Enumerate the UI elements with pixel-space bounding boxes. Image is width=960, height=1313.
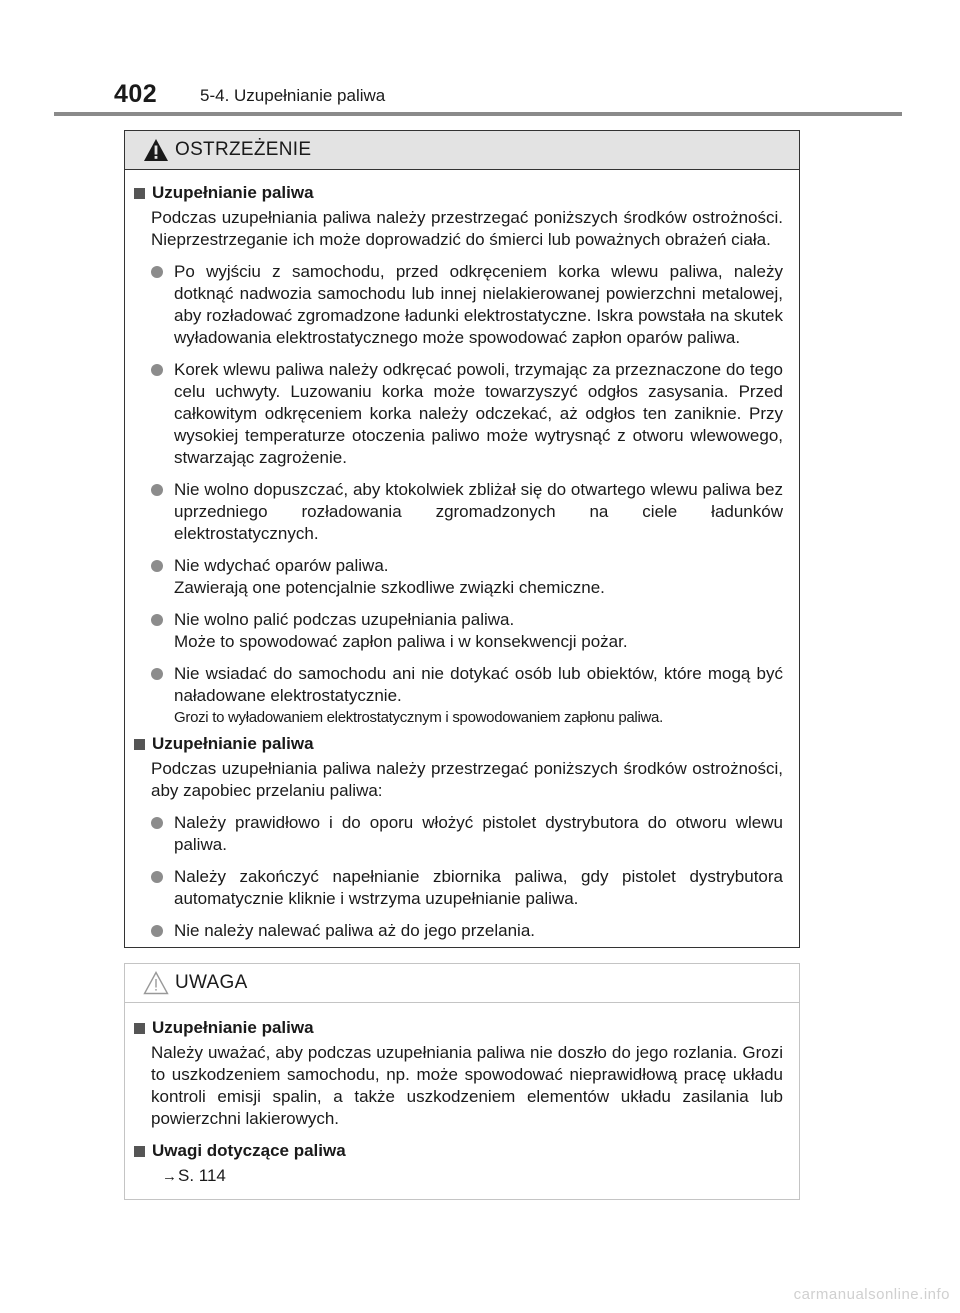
square-bullet-icon	[134, 1023, 145, 1034]
list-item: Po wyjściu z samochodu, przed odkręceniem korka wlewu paliwa, należy dotknąć nadwozia samochodu lub innej nielakierowanej powierzchni metalowej, aby rozładować zgromadzone ładunki elektrostatyczne. Iskra powstała na skutek wyładowania elektrostatycznego może spowodować zapłon oparów paliwa.	[151, 261, 783, 349]
list-item: Należy prawidłowo i do oporu włożyć pistolet dystrybutora do otworu wlewu paliwa.	[151, 812, 783, 856]
list-item: Należy zakończyć napełnianie zbiornika paliwa, gdy pistolet dystrybutora automatycznie kliknie i wstrzyma uzupełnianie paliwa.	[151, 866, 783, 910]
list-item: Nie należy nalewać paliwa aż do jego przelania.	[151, 920, 783, 942]
warning-body	[125, 170, 799, 942]
notice-box	[124, 963, 800, 1200]
circle-bullet-icon	[151, 871, 163, 883]
notice-box-header	[125, 964, 799, 1003]
page-reference[interactable]: →S. 114	[162, 1166, 226, 1185]
arrow-right-icon: →	[162, 1168, 177, 1185]
circle-bullet-icon	[151, 614, 163, 626]
list-item: Nie wolno dopuszczać, aby ktokolwiek zbliżał się do otwartego wlewu paliwa bez uprzedniego rozładowania zgromadzonych na ciele ładunków elektrostatycznych.	[151, 479, 783, 545]
warning-heading-2: Uzupełnianie paliwa	[134, 733, 783, 755]
list-item: Korek wlewu paliwa należy odkręcać powoli, trzymając za przeznaczone do tego celu uchwyty. Luzowaniu korka może towarzyszyć odgłos zasysania. Przed całkowitym odkręceniem korka należy odczekać, aż odgłos ten zaniknie. Przy wysokiej temperaturze otoczenia paliwo może wytrysnąć z otworu wlewowego, stwarzając zagrożenie.	[151, 359, 783, 469]
circle-bullet-icon	[151, 668, 163, 680]
square-bullet-icon	[134, 188, 145, 199]
page-number: 402	[114, 80, 158, 108]
notice-body	[125, 1003, 799, 1188]
header-divider	[54, 112, 902, 116]
circle-bullet-icon	[151, 364, 163, 376]
list-item: Nie wdychać oparów paliwa. Zawierają one potencjalnie szkodliwe związki chemiczne.	[151, 555, 783, 599]
watermark: carmanualsonline.info	[793, 1286, 950, 1303]
notice-title: UWAGA	[175, 972, 248, 993]
circle-bullet-icon	[151, 560, 163, 572]
square-bullet-icon	[134, 739, 145, 750]
notice-paragraph-1: Należy uważać, aby podczas uzupełniania paliwa nie doszło do jego rozlania. Grozi to uszkodzeniem samochodu, np. może spowodować nieprawidłową pracę układu kontroli emisji spalin, a także uszkodzeniem elementów układu zasilania lub powierzchni lakierowych.	[151, 1043, 783, 1128]
circle-bullet-icon	[151, 925, 163, 937]
list-item: Nie wolno palić podczas uzupełniania paliwa. Może to spowodować zapłon paliwa i w konsekwencji pożar.	[151, 609, 783, 653]
notice-heading-1: Uzupełnianie paliwa	[134, 1017, 783, 1039]
warning-triangle-icon	[143, 138, 169, 162]
circle-bullet-icon	[151, 484, 163, 496]
list-item: Nie wsiadać do samochodu ani nie dotykać osób lub obiektów, które mogą być naładowane elektrostatycznie. Grozi to wyładowaniem elektrostatycznym i spowodowaniem zapłonu paliwa.	[151, 663, 783, 729]
warning-title: OSTRZEŻENIE	[175, 139, 312, 160]
circle-bullet-icon	[151, 817, 163, 829]
warning-box	[124, 130, 800, 948]
circle-bullet-icon	[151, 266, 163, 278]
notice-heading-2: Uwagi dotyczące paliwa	[134, 1140, 783, 1162]
warning-box-header	[125, 131, 799, 170]
page-header	[0, 0, 960, 118]
caution-triangle-icon	[143, 971, 169, 995]
square-bullet-icon	[134, 1146, 145, 1157]
warning-heading-1: Uzupełnianie paliwa	[134, 182, 783, 204]
section-title: 5-4. Uzupełnianie paliwa	[200, 86, 386, 105]
warning-intro-2: Podczas uzupełniania paliwa należy przestrzegać poniższych środków ostrożności, aby zapobiec przelaniu paliwa:	[151, 759, 783, 800]
warning-intro-1: Podczas uzupełniania paliwa należy przestrzegać poniższych środków ostrożności. Nieprzestrzeganie ich może doprowadzić do śmierci lub poważnych obrażeń ciała.	[151, 208, 783, 249]
